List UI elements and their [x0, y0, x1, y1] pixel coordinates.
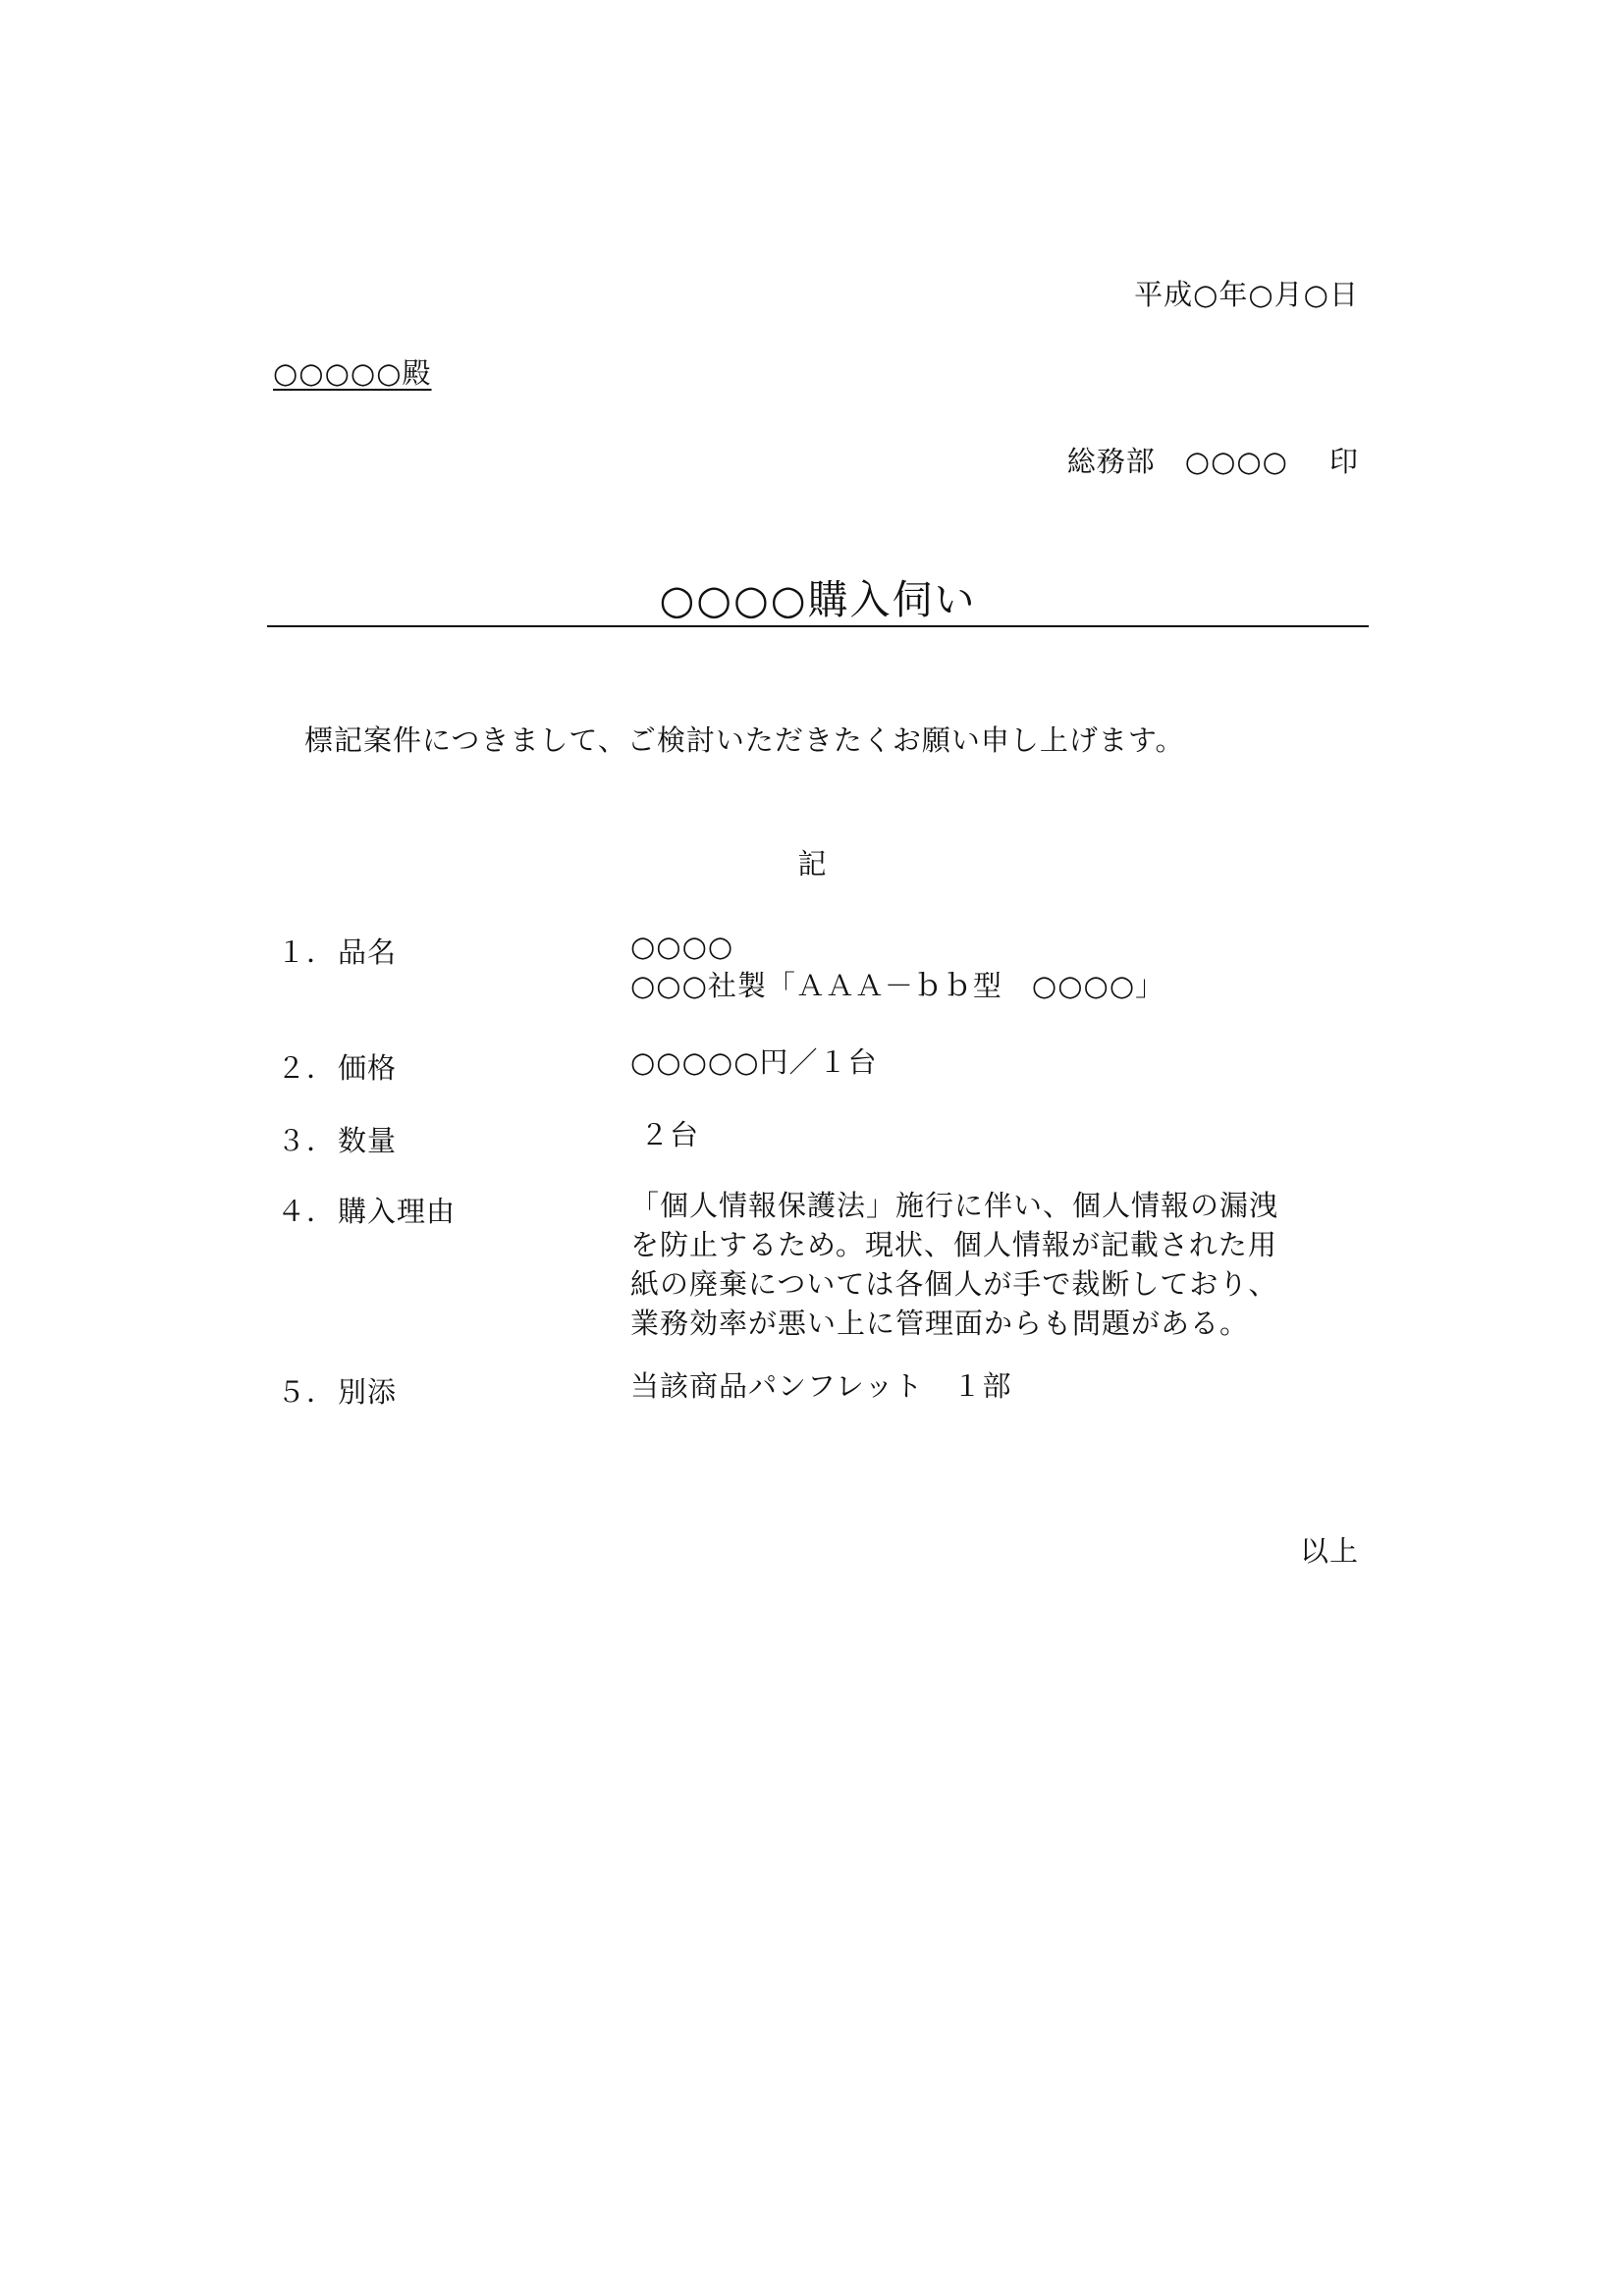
closing-text: 以上 — [1299, 1534, 1359, 1568]
item-value-5 — [630, 1366, 1012, 1406]
item-number: ４． — [277, 1195, 337, 1228]
item-number: ２． — [277, 1051, 337, 1085]
item-label: 価格 — [338, 1051, 398, 1085]
recipient-name: ○○○○○殿 — [273, 356, 432, 390]
item-value-3 — [640, 1115, 699, 1154]
item-value-line: ○○○社製「ＡＡＡ－ｂｂ型 ○○○○」 — [630, 969, 1165, 1002]
sender-name: ○○○○ — [1184, 445, 1288, 478]
sender-department: 総務部 — [1066, 445, 1156, 478]
item-value-1 — [630, 927, 1164, 1005]
item-label: 別添 — [338, 1375, 398, 1409]
item-value-line: 紙の廃棄については各個人が手で裁断しており、 — [630, 1267, 1278, 1301]
title-underline — [267, 625, 1369, 627]
item-value-line: 当該商品パンフレット １部 — [630, 1369, 1012, 1403]
item-value-line: ２台 — [640, 1118, 700, 1151]
sender-block — [1067, 440, 1359, 480]
item-number: ５． — [277, 1375, 337, 1409]
item-label-5 — [277, 1370, 397, 1411]
item-label: 数量 — [338, 1124, 398, 1157]
item-value-4 — [630, 1186, 1278, 1343]
item-label-2 — [277, 1046, 397, 1087]
document-title: ○○○○購入伺い — [659, 576, 977, 623]
item-value-line: 業務効率が悪い上に管理面からも問題がある。 — [630, 1307, 1250, 1340]
item-label: 品名 — [338, 935, 398, 969]
ki-heading: 記 — [797, 847, 827, 881]
item-value-2 — [630, 1042, 878, 1082]
item-label-3 — [277, 1119, 397, 1159]
item-number: ３． — [277, 1124, 337, 1157]
item-value-line: 「個人情報保護法」施行に伴い、個人情報の漏洩 — [630, 1189, 1279, 1222]
item-label-1 — [277, 931, 397, 971]
item-value-line: ○○○○○円／１台 — [630, 1045, 878, 1079]
seal-mark: 印 — [1328, 445, 1359, 478]
item-value-line: を防止するため。現状、個人情報が記載された用 — [630, 1228, 1277, 1261]
item-number: １． — [277, 935, 337, 969]
intro-text: 標記案件につきまして、ご検討いただきたくお願い申し上げます。 — [304, 723, 1185, 757]
item-value-line: ○○○○ — [630, 930, 734, 963]
item-label: 購入理由 — [338, 1195, 457, 1228]
document-date: 平成○年○月○日 — [1134, 278, 1359, 311]
item-label-4 — [277, 1190, 456, 1230]
